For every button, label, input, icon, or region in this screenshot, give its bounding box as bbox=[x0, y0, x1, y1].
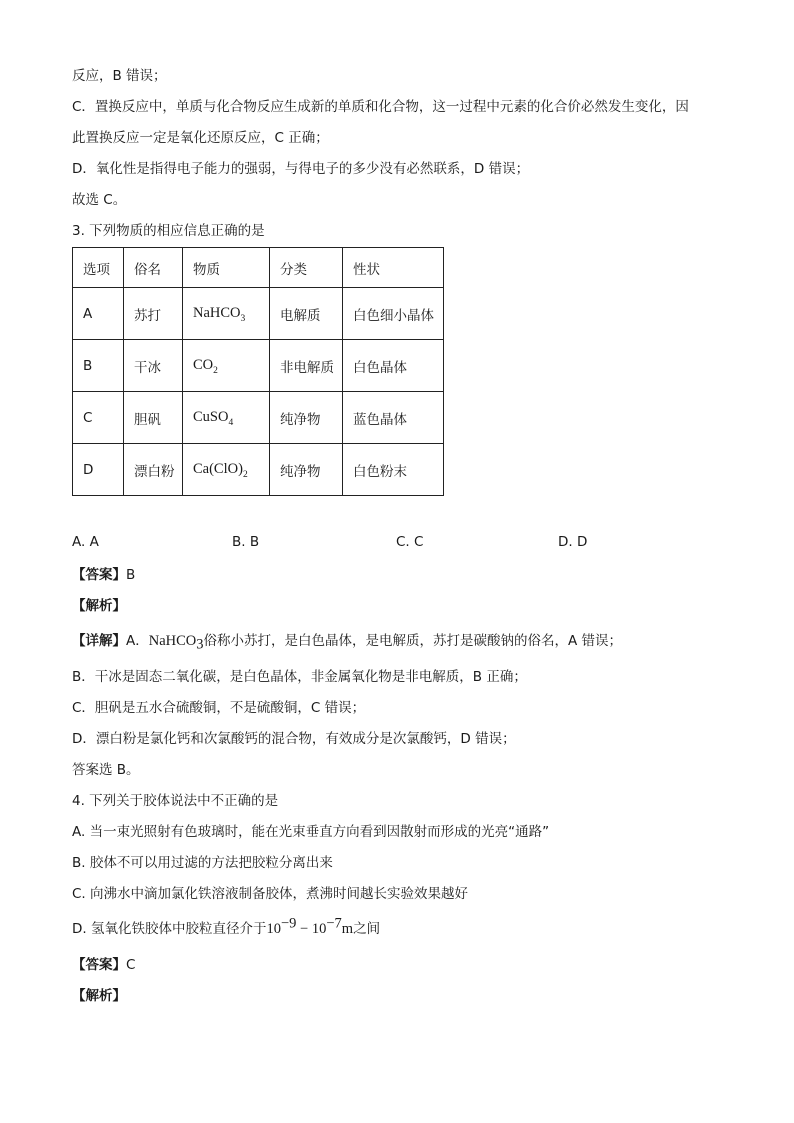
document-page bbox=[72, 60, 722, 1006]
detail-line: D．漂白粉是氯化钙和次氯酸钙的混合物，有效成分是次氯酸钙，D 错误； bbox=[72, 731, 516, 747]
info-table bbox=[72, 247, 444, 496]
formula-subscript: 4 bbox=[228, 417, 234, 428]
formula-cell bbox=[183, 392, 270, 444]
answer-label: 【答案】 bbox=[72, 957, 126, 973]
table-cell: 纯净物 bbox=[270, 392, 343, 444]
formula-subscript: 3 bbox=[240, 313, 246, 324]
detail-label: 【详解】 bbox=[72, 633, 126, 649]
table-cell: 干冰 bbox=[124, 340, 183, 392]
answer-line bbox=[72, 955, 722, 975]
question-stem: 4. 下列关于胶体说法中不正确的是 bbox=[72, 793, 279, 809]
table-header-cell: 物质 bbox=[183, 248, 270, 288]
math-unit: m bbox=[341, 921, 354, 937]
text-line: D．氧化性是指得电子能力的强弱，与得电子的多少没有必然联系，D 错误； bbox=[72, 161, 530, 177]
formula-text: CO bbox=[193, 357, 214, 373]
table-row bbox=[73, 392, 444, 444]
answer-options bbox=[72, 534, 722, 554]
answer-label: 【答案】 bbox=[72, 567, 126, 583]
math-base: 10 bbox=[266, 921, 281, 937]
formula-cell bbox=[183, 340, 270, 392]
table-cell: 非电解质 bbox=[270, 340, 343, 392]
formula-text: NaHCO bbox=[148, 633, 197, 649]
conclusion-line: 答案选 B。 bbox=[72, 762, 140, 778]
table-cell: 电解质 bbox=[270, 288, 343, 340]
text-line: C．置换反应中，单质与化合物反应生成新的单质和化合物，这一过程中元素的化合价必然发生变化，因 bbox=[72, 99, 689, 115]
math-exponent: −9 bbox=[280, 915, 297, 932]
option-d: D. D bbox=[558, 534, 588, 550]
answer-line bbox=[72, 565, 722, 585]
table-cell: 白色细小晶体 bbox=[343, 288, 444, 340]
table-row bbox=[73, 288, 444, 340]
option-b: B. B bbox=[232, 534, 260, 550]
table-cell: 漂白粉 bbox=[124, 444, 183, 496]
math-minus: − bbox=[296, 921, 312, 937]
table-header-cell: 俗名 bbox=[124, 248, 183, 288]
detail-line bbox=[72, 631, 722, 651]
table-cell: B bbox=[73, 340, 124, 392]
table-cell: 纯净物 bbox=[270, 444, 343, 496]
option-text: 之间 bbox=[353, 921, 381, 937]
answer-value: B bbox=[126, 567, 136, 583]
formula-subscript: 3 bbox=[196, 636, 204, 653]
option-c: C. 向沸水中滴加氯化铁溶液制备胶体，煮沸时间越长实验效果越好 bbox=[72, 886, 469, 902]
formula-cell bbox=[183, 444, 270, 496]
table-cell: 白色晶体 bbox=[343, 340, 444, 392]
text-line: 此置换反应一定是氧化还原反应，C 正确； bbox=[72, 130, 329, 146]
formula-text: CuSO bbox=[193, 409, 229, 425]
formula-cell bbox=[183, 288, 270, 340]
table-header-cell: 选项 bbox=[73, 248, 124, 288]
math-exponent: −7 bbox=[326, 915, 342, 932]
detail-text: 俗称小苏打，是白色晶体，是电解质，苏打是碳酸钠的俗名，A 错误； bbox=[203, 633, 623, 649]
option-a: A. A bbox=[72, 534, 99, 550]
formula-text: Ca(ClO) bbox=[193, 461, 243, 477]
formula-subscript: 2 bbox=[213, 365, 218, 376]
table-header-row bbox=[73, 248, 444, 288]
analysis-label: 【解析】 bbox=[72, 988, 126, 1004]
math-base: 10 bbox=[311, 921, 327, 937]
table-header-cell: 分类 bbox=[270, 248, 343, 288]
text-line: 故选 C。 bbox=[72, 192, 127, 208]
table-cell: C bbox=[73, 392, 124, 444]
table-row bbox=[73, 340, 444, 392]
option-b: B. 胶体不可以用过滤的方法把胶粒分离出来 bbox=[72, 855, 333, 871]
option-a: A. 当一束光照射有色玻璃时，能在光束垂直方向看到因散射而形成的光亮“通路” bbox=[72, 824, 550, 840]
option-text: D. 氢氧化铁胶体中胶粒直径介于 bbox=[72, 921, 267, 937]
text-line: 反应，B 错误； bbox=[72, 68, 167, 84]
detail-line: B．干冰是固态二氧化碳，是白色晶体，非金属氧化物是非电解质，B 正确； bbox=[72, 669, 527, 685]
table-cell: 苏打 bbox=[124, 288, 183, 340]
table-cell: 蓝色晶体 bbox=[343, 392, 444, 444]
table-header-cell: 性状 bbox=[343, 248, 444, 288]
answer-value: C bbox=[126, 957, 136, 973]
analysis-label: 【解析】 bbox=[72, 598, 126, 614]
table-cell: D bbox=[73, 444, 124, 496]
option-d bbox=[72, 915, 722, 939]
table-cell: A bbox=[73, 288, 124, 340]
formula-text: NaHCO bbox=[193, 305, 241, 321]
table-cell: 白色粉末 bbox=[343, 444, 444, 496]
question-stem: 3. 下列物质的相应信息正确的是 bbox=[72, 223, 265, 239]
detail-prefix: A． bbox=[126, 633, 149, 649]
formula-subscript: 2 bbox=[242, 469, 248, 480]
detail-line: C．胆矾是五水合硫酸铜，不是硫酸铜，C 错误； bbox=[72, 700, 366, 716]
table-cell: 胆矾 bbox=[124, 392, 183, 444]
option-c: C. C bbox=[396, 534, 424, 550]
table-row bbox=[73, 444, 444, 496]
